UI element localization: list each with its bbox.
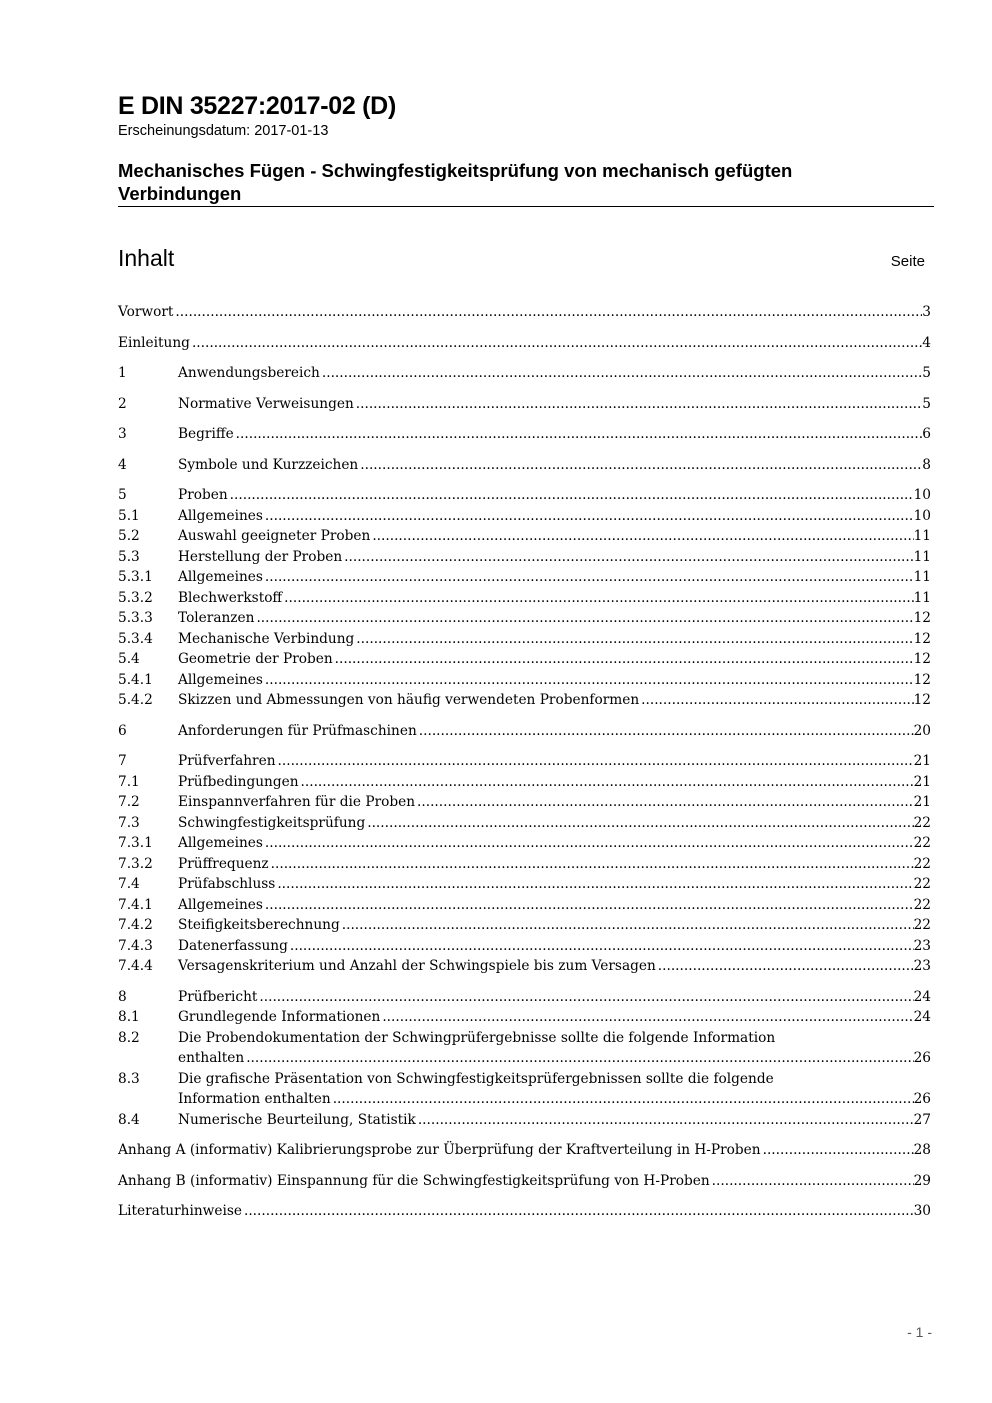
dot-leader <box>360 455 922 476</box>
toc-entry-line <box>178 526 931 547</box>
toc-entry-title: Skizzen und Abmessungen von häufig verwendeten Probenformen <box>178 692 640 708</box>
toc-entry-title: Auswahl geeigneter Proben <box>178 528 371 544</box>
toc-entry[interactable] <box>118 1028 931 1069</box>
toc-entry-page: 21 <box>913 773 931 790</box>
toc-entry-line <box>178 936 931 957</box>
toc-entry-page: 22 <box>913 917 931 933</box>
toc-entry-title: Blechwerkstoff <box>178 589 283 606</box>
dot-leader <box>333 1089 914 1110</box>
dot-leader <box>192 333 922 354</box>
toc-entry-title: Vorwort <box>118 304 174 320</box>
toc-entry-line <box>178 874 931 895</box>
toc-entry-number: 6 <box>118 722 127 739</box>
toc-entry-page: 24 <box>913 1009 931 1025</box>
toc-entry-page: 6 <box>922 426 931 442</box>
toc-entry-number: 2 <box>118 395 127 412</box>
dot-leader <box>256 608 913 629</box>
toc-entry-page: 21 <box>913 794 931 810</box>
dot-leader <box>356 394 923 415</box>
toc-entry-page: 12 <box>913 610 931 626</box>
dot-leader <box>265 833 914 854</box>
toc-entry-line <box>178 608 931 629</box>
toc-entry-line <box>178 363 931 384</box>
toc-entry[interactable] <box>118 690 931 711</box>
toc-entry-title: Proben <box>178 487 228 503</box>
toc-entry-number: 7.2 <box>118 794 140 810</box>
toc-entry-number: 4 <box>118 456 127 473</box>
toc-entry-page: 5 <box>922 395 931 412</box>
toc-entry-title: Prüfverfahren <box>178 753 276 769</box>
toc-entry-number: 5.3.4 <box>118 630 153 647</box>
toc-entry-page: 22 <box>913 896 931 913</box>
toc-entry-number: 7.3.2 <box>118 855 153 872</box>
dot-leader <box>335 649 914 670</box>
toc-entry-line <box>118 302 931 323</box>
toc-entry-page: 11 <box>913 528 931 544</box>
dot-leader <box>763 1140 914 1161</box>
toc-entry-page: 22 <box>913 835 931 851</box>
toc-entry-title: Prüfbericht <box>178 988 258 1005</box>
dot-leader <box>418 1110 914 1131</box>
dot-leader <box>290 936 914 957</box>
toc-entry-title: Prüfbedingungen <box>178 773 299 790</box>
toc-entry-title: Einleitung <box>118 334 190 351</box>
dot-leader <box>278 751 914 772</box>
toc-entry-title: Numerische Beurteilung, Statistik <box>178 1111 416 1128</box>
toc-entry-line <box>178 987 931 1008</box>
toc-entry-number: 5.3.3 <box>118 610 153 626</box>
toc-entry-line <box>178 547 931 568</box>
dot-leader <box>382 1007 913 1028</box>
toc-entry-number: 1 <box>118 365 127 381</box>
toc-entry-title: Symbole und Kurzzeichen <box>178 456 359 473</box>
toc-entry-title: Allgemeines <box>178 835 263 851</box>
toc-entry[interactable] <box>118 1201 931 1222</box>
toc-entry-number: 5.4.2 <box>118 692 153 708</box>
toc-entry-line <box>178 854 931 875</box>
toc-entry-title: Einspannverfahren für die Proben <box>178 794 416 810</box>
dot-leader <box>301 772 914 793</box>
toc-entry[interactable] <box>118 792 931 813</box>
toc-entry-line <box>178 670 931 691</box>
toc-entry-title: Datenerfassung <box>178 937 288 954</box>
toc-entry-title: Allgemeines <box>178 569 263 585</box>
toc-entry-page: 22 <box>913 814 931 831</box>
toc-entry-number: 5.3.1 <box>118 569 153 585</box>
toc-entry-title: Anhang B (informativ) Einspannung für die Schwingfestigkeitsprüfung von H-Proben <box>118 1172 710 1189</box>
toc-entry-line <box>178 792 931 813</box>
toc-entry-page: 10 <box>913 507 931 524</box>
toc-entry-line <box>178 772 931 793</box>
dot-leader <box>356 629 913 650</box>
page-number: - 1 - <box>907 1324 932 1340</box>
toc-entry-number: 3 <box>118 426 127 442</box>
toc-entry-line <box>178 455 931 476</box>
toc-entry[interactable] <box>118 1140 931 1161</box>
toc-entry-number: 7.4.1 <box>118 896 153 913</box>
toc-entry-number: 5.4.1 <box>118 671 153 688</box>
toc-entry-title: Begriffe <box>178 426 234 442</box>
toc-entry-number: 7 <box>118 753 127 769</box>
toc-entry-title-continued: Information enthalten <box>178 1091 331 1107</box>
toc-entry-number: 5.1 <box>118 507 140 524</box>
toc-entry-number: 5.2 <box>118 528 140 544</box>
toc-entry-page: 12 <box>913 671 931 688</box>
dot-leader <box>419 721 914 742</box>
toc-entry-number: 8.3 <box>118 1070 140 1087</box>
document-subtitle: Mechanisches Fügen - Schwingfestigkeitsprüfung von mechanisch gefügten Verbindungen <box>118 160 793 204</box>
toc-entry[interactable] <box>118 915 931 936</box>
toc-entry-line <box>178 895 931 916</box>
toc-entry[interactable] <box>118 813 931 834</box>
toc-entry-line <box>178 485 931 506</box>
dot-leader <box>265 895 914 916</box>
toc-entry-page: 4 <box>922 334 931 351</box>
toc-entry-number: 8.1 <box>118 1009 140 1025</box>
toc-entry-title: Normative Verweisungen <box>178 395 354 412</box>
toc-entry-number: 5.4 <box>118 651 140 667</box>
toc-entry-line <box>178 649 931 670</box>
toc-entry-title: Schwingfestigkeitsprüfung <box>178 814 366 831</box>
dot-leader <box>246 1048 913 1069</box>
toc-entry-line <box>178 956 931 977</box>
dot-leader <box>244 1201 914 1222</box>
toc-entry-page: 11 <box>913 548 931 565</box>
toc-entry-number: 8 <box>118 988 127 1005</box>
toc-entry[interactable] <box>118 833 931 854</box>
dot-leader <box>344 547 913 568</box>
toc-entry-page: 22 <box>913 855 931 872</box>
toc-entry-title-continued: enthalten <box>178 1050 245 1066</box>
dot-leader <box>175 302 922 323</box>
toc-entry-page: 11 <box>913 569 931 585</box>
toc-entry-title: Die Probendokumentation der Schwingprüfergebnisse sollte die folgende Information <box>178 1029 776 1046</box>
table-of-contents <box>118 302 931 1222</box>
toc-entry-title: Herstellung der Proben <box>178 548 343 565</box>
toc-entry-page: 20 <box>913 722 931 739</box>
toc-entry-line <box>178 721 931 742</box>
toc-entry-title: Prüffrequenz <box>178 855 269 872</box>
toc-entry-title: Anwendungsbereich <box>178 365 320 381</box>
dot-leader <box>417 792 914 813</box>
toc-entry-page: 3 <box>922 304 931 320</box>
dot-leader <box>259 987 913 1008</box>
toc-entry[interactable] <box>118 547 931 568</box>
toc-entry-line <box>178 424 931 445</box>
toc-entry-page: 10 <box>913 487 931 503</box>
toc-entry-line <box>178 567 931 588</box>
publication-date: Erscheinungsdatum: 2017-01-13 <box>118 123 329 139</box>
toc-entry-number: 5.3 <box>118 548 140 565</box>
toc-entry-title: Die grafische Präsentation von Schwingfestigkeitsprüfergebnissen sollte die folgende <box>178 1070 774 1087</box>
toc-entry-page: 11 <box>913 589 931 606</box>
toc-entry-number: 7.4.4 <box>118 958 153 974</box>
dot-leader <box>277 874 913 895</box>
toc-entry[interactable] <box>118 485 931 506</box>
toc-entry-number: 5 <box>118 487 127 503</box>
toc-entry[interactable] <box>118 854 931 875</box>
dot-leader <box>658 956 914 977</box>
dot-leader <box>265 670 914 691</box>
toc-entry[interactable] <box>118 608 931 629</box>
toc-entry[interactable] <box>118 721 931 742</box>
toc-entry[interactable] <box>118 772 931 793</box>
toc-entry-line <box>178 833 931 854</box>
dot-leader <box>342 915 914 936</box>
dot-leader <box>236 424 923 445</box>
toc-entry-line <box>178 394 931 415</box>
toc-entry-number: 8.2 <box>118 1029 140 1046</box>
toc-entry[interactable] <box>118 895 931 916</box>
toc-entry[interactable] <box>118 629 931 650</box>
toc-page-label: Seite <box>890 253 925 270</box>
toc-entry-page: 12 <box>913 692 931 708</box>
dot-leader <box>712 1171 914 1192</box>
toc-entry[interactable] <box>118 363 931 384</box>
toc-entry-line <box>178 1048 931 1069</box>
dot-leader <box>367 813 913 834</box>
toc-entry-title: Grundlegende Informationen <box>178 1009 381 1025</box>
toc-entry-line <box>178 813 931 834</box>
toc-entry-page: 23 <box>913 958 931 974</box>
toc-entry-line <box>178 506 931 527</box>
toc-entry-page: 28 <box>913 1142 931 1158</box>
toc-entry[interactable] <box>118 936 931 957</box>
toc-entry[interactable] <box>118 1171 931 1192</box>
toc-entry-line <box>118 1171 931 1192</box>
toc-entry-page: 12 <box>913 651 931 667</box>
dot-leader <box>284 588 913 609</box>
toc-entry-title: Anhang A (informativ) Kalibrierungsprobe zur Überprüfung der Kraftverteilung in H-Proben <box>118 1142 761 1158</box>
toc-entry-title: Steifigkeitsberechnung <box>178 917 340 933</box>
toc-entry-number: 7.1 <box>118 773 140 790</box>
toc-entry-title: Toleranzen <box>178 610 255 626</box>
toc-entry-line <box>178 629 931 650</box>
toc-entry-page: 5 <box>922 365 931 381</box>
toc-entry[interactable] <box>118 649 931 670</box>
toc-entry-title: Mechanische Verbindung <box>178 630 355 647</box>
dot-leader <box>265 567 914 588</box>
toc-entry[interactable] <box>118 567 931 588</box>
toc-entry-number: 7.3 <box>118 814 140 831</box>
toc-entry[interactable] <box>118 424 931 445</box>
toc-entry-number: 8.4 <box>118 1111 140 1128</box>
toc-entry-number: 7.3.1 <box>118 835 153 851</box>
toc-entry-page: 22 <box>913 876 931 892</box>
toc-entry-page: 21 <box>913 753 931 769</box>
toc-entry-title: Allgemeines <box>178 507 263 524</box>
document-id: E DIN 35227:2017-02 (D) <box>118 92 396 120</box>
toc-entry-title: Prüfabschluss <box>178 876 276 892</box>
dot-leader <box>265 506 914 527</box>
toc-entry-title: Allgemeines <box>178 671 263 688</box>
toc-entry-number: 7.4.2 <box>118 917 153 933</box>
dot-leader <box>230 485 914 506</box>
toc-entry-page: 12 <box>913 630 931 647</box>
toc-entry-line <box>118 333 931 354</box>
toc-entry[interactable] <box>118 1007 931 1028</box>
toc-entry-title: Versagenskriterium und Anzahl der Schwingspiele bis zum Versagen <box>178 958 656 974</box>
dot-leader <box>372 526 913 547</box>
toc-entry-page: 24 <box>913 988 931 1005</box>
toc-entry-page: 23 <box>913 937 931 954</box>
toc-entry-line <box>178 1089 931 1110</box>
toc-entry-line <box>178 690 931 711</box>
toc-entry-line <box>118 1140 931 1161</box>
toc-entry-number: 7.4.3 <box>118 937 153 954</box>
toc-entry[interactable] <box>118 455 931 476</box>
toc-entry-line <box>178 915 931 936</box>
toc-entry-number: 7.4 <box>118 876 140 892</box>
toc-entry-page: 26 <box>913 1050 931 1066</box>
toc-entry[interactable] <box>118 751 931 772</box>
toc-entry[interactable] <box>118 526 931 547</box>
dot-leader <box>271 854 914 875</box>
toc-entry[interactable] <box>118 1069 931 1110</box>
toc-entry-title: Geometrie der Proben <box>178 651 333 667</box>
toc-entry[interactable] <box>118 956 931 977</box>
toc-entry[interactable] <box>118 670 931 691</box>
toc-entry-line <box>178 751 931 772</box>
toc-entry[interactable] <box>118 333 931 354</box>
toc-entry-page: 30 <box>913 1203 931 1219</box>
toc-entry-page: 8 <box>922 456 931 473</box>
toc-entry[interactable] <box>118 874 931 895</box>
toc-entry[interactable] <box>118 394 931 415</box>
toc-entry[interactable] <box>118 987 931 1008</box>
toc-entry-number: 5.3.2 <box>118 589 153 606</box>
dot-leader <box>322 363 922 384</box>
toc-entry-page: 26 <box>913 1091 931 1107</box>
toc-entry-page: 29 <box>913 1172 931 1189</box>
toc-entry[interactable] <box>118 588 931 609</box>
toc-heading: Inhalt <box>118 245 175 271</box>
toc-entry-title: Anforderungen für Prüfmaschinen <box>178 722 417 739</box>
toc-entry-title: Literaturhinweise <box>118 1203 242 1219</box>
toc-entry-line <box>178 1007 931 1028</box>
toc-entry-line <box>178 1110 931 1131</box>
toc-entry[interactable] <box>118 506 931 527</box>
dot-leader <box>641 690 913 711</box>
toc-entry-line <box>178 588 931 609</box>
toc-entry-line <box>118 1201 931 1222</box>
toc-entry-title: Allgemeines <box>178 896 263 913</box>
toc-entry-page: 27 <box>913 1111 931 1128</box>
header-rule <box>118 206 934 207</box>
toc-entry[interactable] <box>118 302 931 323</box>
toc-entry[interactable] <box>118 1110 931 1131</box>
